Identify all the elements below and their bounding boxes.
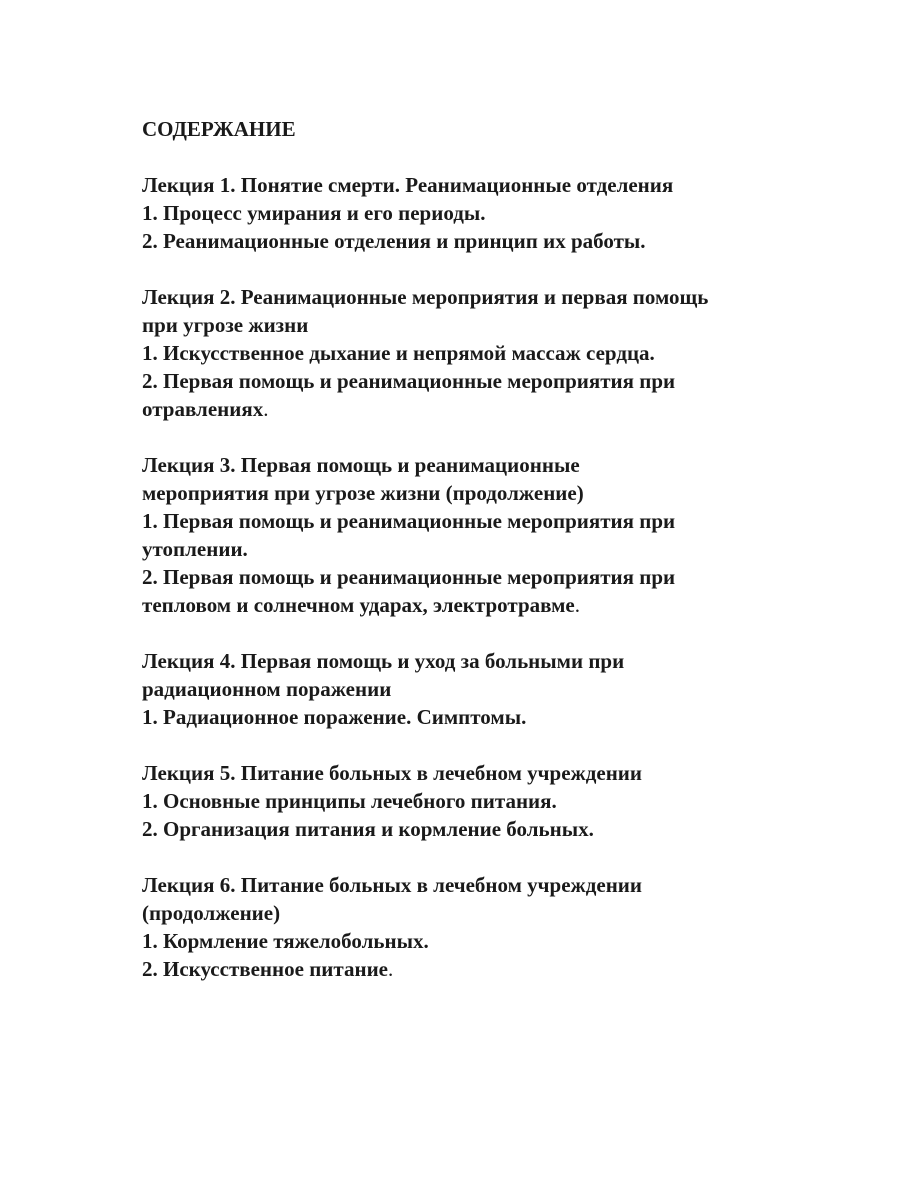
toc-item: 1. Радиационное поражение. Симптомы. [142, 705, 527, 729]
lecture-heading: Лекция 2. Реанимационные мероприятия и первая помощь при угрозе жизни [142, 285, 709, 337]
toc-section-3 [142, 451, 842, 619]
lecture-heading: Лекция 5. Питание больных в лечебном учреждении [142, 761, 642, 785]
lecture-heading: Лекция 4. Первая помощь и уход за больными при радиационном поражении [142, 649, 625, 701]
toc-item: 1. Процесс умирания и его периоды. [142, 201, 486, 225]
lecture-heading: Лекция 1. Понятие смерти. Реанимационные отделения [142, 173, 674, 197]
toc-section-2 [142, 283, 842, 423]
toc-page [142, 115, 842, 1011]
toc-item: 1. Основные принципы лечебного питания. [142, 789, 557, 813]
toc-section-4 [142, 647, 842, 731]
toc-section-6 [142, 871, 842, 983]
toc-title: СОДЕРЖАНИЕ [142, 117, 296, 141]
lecture-heading: Лекция 6. Питание больных в лечебном учреждении (продолжение) [142, 873, 642, 925]
lecture-heading: Лекция 3. Первая помощь и реанимационные мероприятия при угрозе жизни (продолжение) [142, 453, 584, 505]
toc-item: 2. Организация питания и кормление больных. [142, 817, 594, 841]
toc-item: 1. Кормление тяжелобольных. [142, 929, 429, 953]
toc-item: 2. Реанимационные отделения и принцип их работы. [142, 229, 646, 253]
toc-item: 2. Первая помощь и реанимационные мероприятия при тепловом и солнечном ударах, электротравме. [142, 565, 676, 617]
toc-section-5 [142, 759, 842, 843]
toc-item: 2. Искусственное питание. [142, 957, 394, 981]
toc-item: 1. Искусственное дыхание и непрямой массаж сердца. [142, 341, 655, 365]
toc-item: 2. Первая помощь и реанимационные мероприятия при отравлениях. [142, 369, 676, 421]
toc-item: 1. Первая помощь и реанимационные мероприятия при утоплении. [142, 509, 676, 561]
toc-section-1 [142, 171, 842, 255]
